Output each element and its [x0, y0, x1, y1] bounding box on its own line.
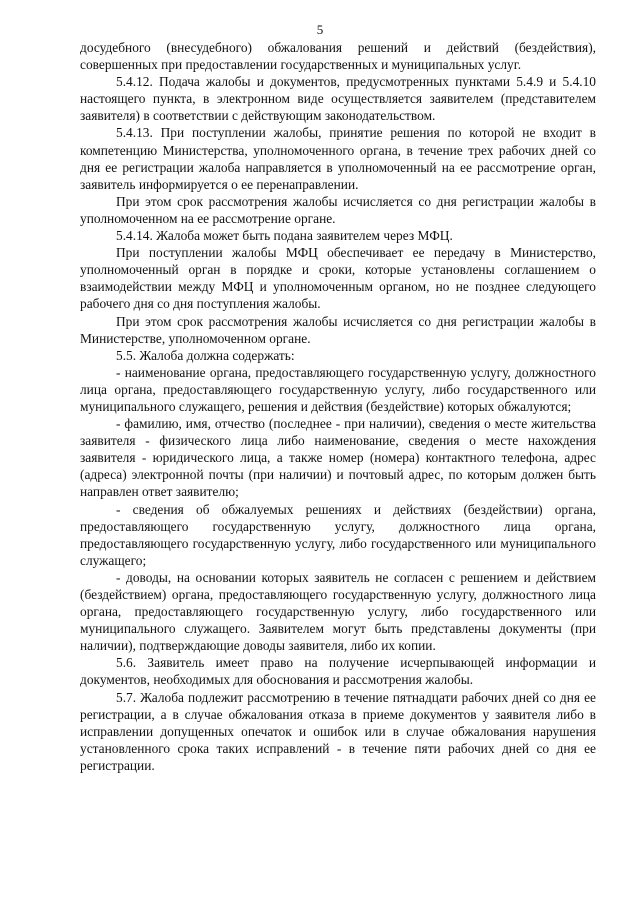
paragraph: 5.4.12. Подача жалобы и документов, предусмотренных пунктами 5.4.9 и 5.4.10 настоящего пункта, в электронном виде осуществляется заявителем (представителем заявителя) в соответствии с действующим законодательством.	[80, 74, 596, 124]
paragraph: досудебного (внесудебного) обжалования решений и действий (бездействия), совершенных при предоставлении государственных и муниципальных услуг.	[80, 40, 596, 73]
paragraph: 5.4.13. При поступлении жалобы, принятие решения по которой не входит в компетенцию Министерства, уполномоченного органа, в течение трех рабочих дней со дня ее регистрации жалоба направляется в уполномоченный на ее рассмотрение орган, заявитель информируется о ее перенаправлении.	[80, 125, 596, 192]
list-item: - сведения об обжалуемых решениях и действиях (бездействии) органа, предоставляющего государственную услугу, должностного лица органа, предоставляющего государственную услугу, либо государственного или муниципального служащего;	[80, 501, 596, 568]
paragraph: При этом срок рассмотрения жалобы исчисляется со дня регистрации жалобы в уполномоченном на ее рассмотрение органе.	[80, 193, 596, 226]
paragraph: При этом срок рассмотрения жалобы исчисляется со дня регистрации жалобы в Министерстве, уполномоченном органе.	[80, 313, 596, 346]
list-item: - фамилию, имя, отчество (последнее - при наличии), сведения о месте жительства заявителя - физического лица либо наименование, сведения о месте нахождения заявителя - юридического лица, а также номер (номера) контактного телефона, адрес (адреса) электронной почты (при наличии) и почтовый адрес, по которым должен быть направлен ответ заявителю;	[80, 416, 596, 500]
paragraph: При поступлении жалобы МФЦ обеспечивает ее передачу в Министерство, уполномоченный орган в порядке и сроки, которые установлены соглашением о взаимодействии между МФЦ и уполномоченным органом, но не позднее следующего рабочего дня со дня поступления жалобы.	[80, 245, 596, 312]
document-body	[80, 39, 596, 774]
list-item: - доводы, на основании которых заявитель не согласен с решением и действием (бездействием) органа, предоставляющего государственную услугу, должностного лица органа, предоставляющего государственную услугу, либо государственного или муниципального служащего. Заявителем могут быть представлены документы (при наличии), подтверждающие доводы заявителя, либо их копии.	[80, 569, 596, 654]
paragraph: 5.4.14. Жалоба может быть подана заявителем через МФЦ.	[116, 228, 453, 244]
list-item: - наименование органа, предоставляющего государственную услугу, должностного лица органа, предоставляющего государственную услугу, либо государственного или муниципального служащего, решения и действия (бездействие) которых обжалуются;	[80, 364, 596, 414]
paragraph: 5.6. Заявитель имеет право на получение исчерпывающей информации и документов, необходимых для обоснования и рассмотрения жалобы.	[80, 655, 596, 688]
paragraph: 5.7. Жалоба подлежит рассмотрению в течение пятнадцати рабочих дней со дня ее регистрации, а в случае обжалования отказа в приеме документов у заявителя либо в исправлении допущенных опечаток и ошибок или в случае обжалования нарушения установленного срока таких исправлений - в течение пяти рабочих дней со дня ее регистрации.	[80, 689, 596, 773]
page-number: 5	[316, 22, 324, 37]
paragraph: 5.5. Жалоба должна содержать:	[116, 347, 295, 363]
